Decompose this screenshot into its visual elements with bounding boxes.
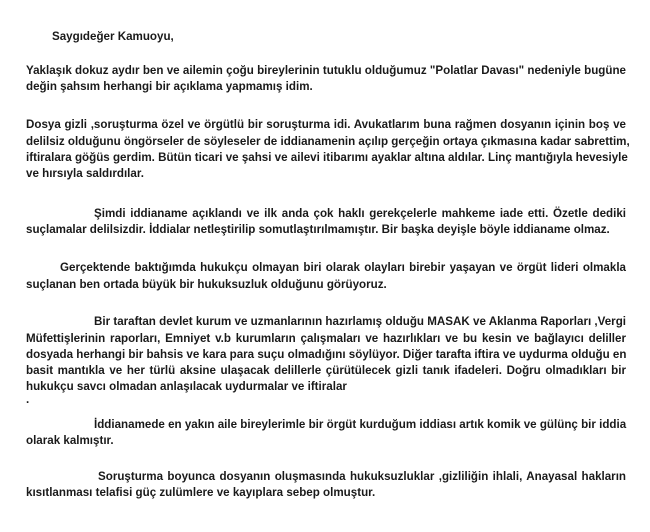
paragraph-5-line-1: Bir taraftan devlet kurum ve uzmanlarının hazırlamış olduğu MASAK ve Aklanma Raporları ,Vergi: [94, 315, 626, 328]
paragraph-2-line-3: iftiralara göğüs gerdim. Bütün ticari ve şahsi ve ailevi itibarımı ayaklar altına aldılar. Linç mantığıyla hevesiyle: [26, 151, 628, 164]
paragraph-5-line-3: dosyada herhangi bir bahsis ve kara para suçu olmadığını söylüyor. Diğer tarafta iftira ve uydurma olduğu en: [26, 348, 627, 361]
salutation: Saygıdeğer Kamuoyu,: [52, 30, 174, 43]
paragraph-3-line-2: suçlamalar delilsizdir. İddialar netleştirilip somutlaştırılmamıştır. Bir başka deyişle böyle iddianame olmaz.: [26, 223, 610, 236]
paragraph-5-dot: .: [26, 393, 30, 406]
paragraph-2-line-1: Dosya gizli ,soruşturma özel ve örgütlü bir soruşturma idi. Avukatlarım buna rağmen dosyanın içinin boş ve: [26, 118, 626, 131]
paragraph-7-line-1: Soruşturma boyunca dosyanın oluşmasında hukuksuzluklar ,gizliliğin ihlali, Anayasal hakların: [98, 470, 626, 483]
paragraph-3-line-1: Şimdi iddianame açıklandı ve ilk anda çok haklı gerekçelerle mahkeme iade etti. Özetle dediki: [94, 207, 626, 220]
paragraph-4-line-1: Gerçektende baktığımda hukukçu olmayan biri olarak olayları birebir yaşayan ve örgüt lideri olmakla: [60, 261, 626, 274]
paragraph-5-line-2: Müfettişlerinin raporları, Emniyet v.b kurumların çalışmaları ve hazırlıkları ve bu kesin ve bağlayıcı deliller: [26, 332, 626, 345]
paragraph-6-line-2: olarak kalmıştır.: [26, 434, 114, 447]
paragraph-7-line-2: kısıtlanması telafisi güç zulümlere ve kayıplara sebep olmuştur.: [26, 486, 376, 499]
paragraph-4-line-2: suçlanan ben ortada büyük bir hukuksuzluk olduğunu görüyoruz.: [26, 278, 387, 291]
paragraph-1-line-1: Yaklaşık dokuz aydır ben ve ailemin çoğu bireylerinin tutuklu olduğumuz "Polatlar Davası" nedeniyle bugüne: [26, 64, 626, 77]
paragraph-2-line-2: delilsiz olduğunu öngörseler de söyleseler de iddianamenin açılıp gerçeğin ortaya çıkmasına kadar sabrettim,: [26, 135, 630, 148]
paragraph-1-line-2: değin şahsım herhangi bir açıklama yapmamış idim.: [26, 80, 313, 93]
paragraph-6-line-1: İddianamede en yakın aile bireylerimle bir örgüt kurduğum iddiası artık komik ve gülünç bir iddia: [94, 418, 627, 431]
paragraph-5-line-4: basit mantıkla ve her türlü aksine ulaşacak delillerle çürütülecek gizli tanık ifadeleri. Doğru olmadıkları bir: [26, 364, 626, 377]
paragraph-2-line-4: ve hırsıyla saldırdılar.: [26, 167, 144, 180]
paragraph-5-line-5: hukukçu savcı olmadan anlaşılacak uydurmalar ve iftiralar: [26, 380, 347, 393]
